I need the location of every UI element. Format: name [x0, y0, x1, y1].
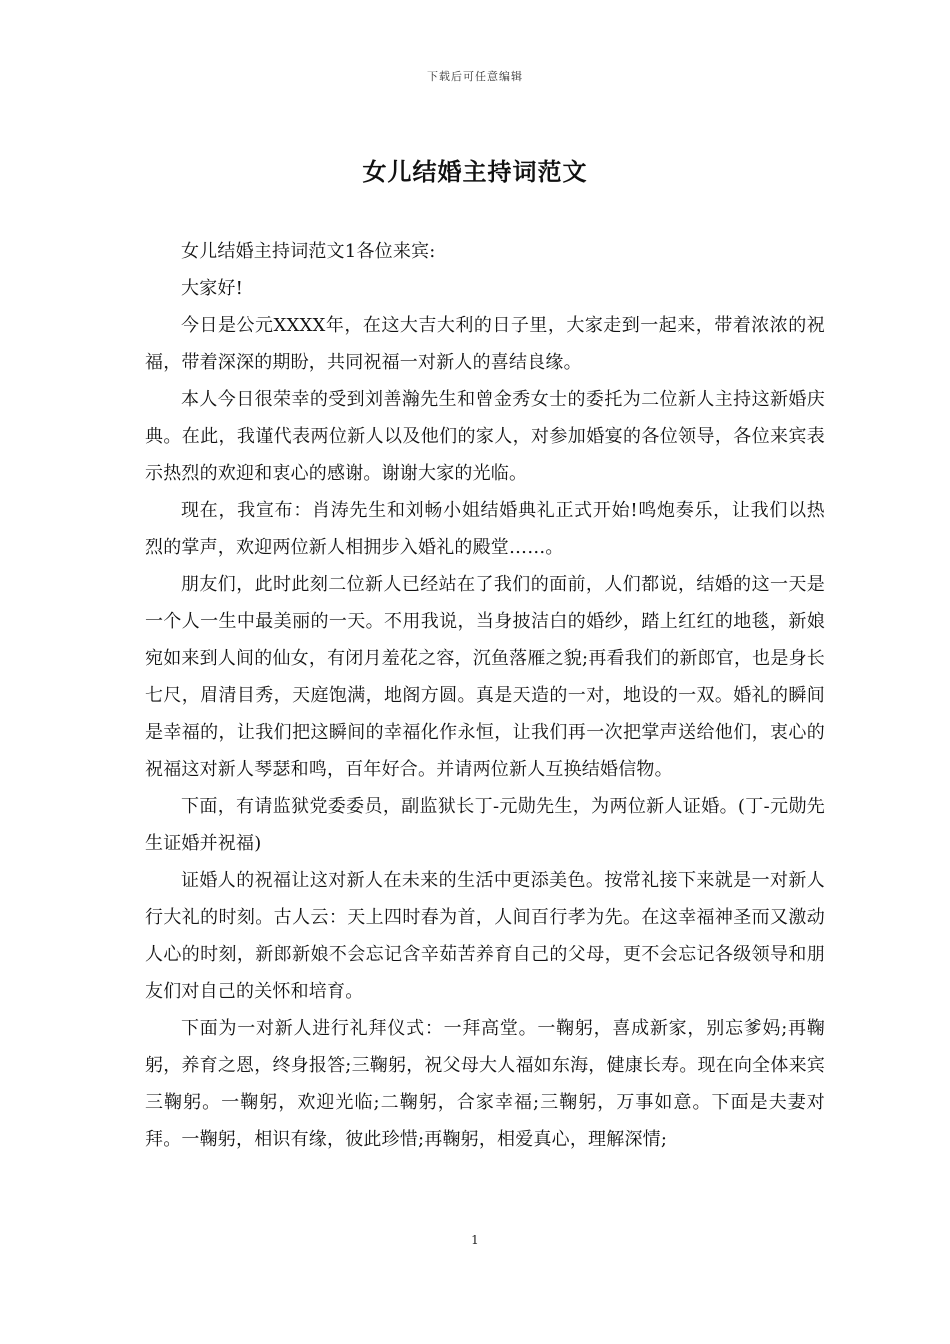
paragraph: 今日是公元XXXX年，在这大吉大利的日子里，大家走到一起来，带着浓浓的祝福，带着深深的期盼，共同祝福一对新人的喜结良缘。	[145, 315, 825, 373]
paragraph: 大家好!	[181, 278, 244, 299]
document-body	[145, 233, 825, 1158]
paragraph: 现在，我宣布：肖涛先生和刘畅小姐结婚典礼正式开始!鸣炮奏乐，让我们以热烈的掌声，欢迎两位新人相拥步入婚礼的殿堂……。	[145, 500, 825, 558]
header-note: 下载后可任意编辑	[427, 70, 523, 83]
paragraph: 证婚人的祝福让这对新人在未来的生活中更添美色。按常礼接下来就是一对新人行大礼的时刻。古人云：天上四时春为首，人间百行孝为先。在这幸福神圣而又激动人心的时刻，新郎新娘不会忘记含辛茹苦养育自己的父母，更不会忘记各级领导和朋友们对自己的关怀和培育。	[145, 870, 825, 1002]
document-title: 女儿结婚主持词范文	[362, 157, 588, 186]
paragraph: 下面为一对新人进行礼拜仪式：一拜高堂。一鞠躬，喜成新家，别忘爹妈;再鞠躬，养育之恩，终身报答;三鞠躬，祝父母大人福如东海，健康长寿。现在向全体来宾三鞠躬。一鞠躬，欢迎光临;二鞠躬，合家幸福;三鞠躬，万事如意。下面是夫妻对拜。一鞠躬，相识有缘，彼此珍惜;再鞠躬，相爱真心，理解深情;	[145, 1018, 825, 1150]
paragraph: 女儿结婚主持词范文1各位来宾:	[181, 241, 436, 262]
page-number: 1	[471, 1233, 479, 1247]
paragraph: 朋友们，此时此刻二位新人已经站在了我们的面前，人们都说，结婚的这一天是一个人一生中最美丽的一天。不用我说，当身披洁白的婚纱，踏上红红的地毯，新娘宛如来到人间的仙女，有闭月羞花之容，沉鱼落雁之貌;再看我们的新郎官，也是身长七尺，眉清目秀，天庭饱满，地阁方圆。真是天造的一对，地设的一双。婚礼的瞬间是幸福的，让我们把这瞬间的幸福化作永恒，让我们再一次把掌声送给他们，衷心的祝福这对新人琴瑟和鸣，百年好合。并请两位新人互换结婚信物。	[145, 574, 825, 780]
paragraph: 本人今日很荣幸的受到刘善瀚先生和曾金秀女士的委托为二位新人主持这新婚庆典。在此，我谨代表两位新人以及他们的家人，对参加婚宴的各位领导，各位来宾表示热烈的欢迎和衷心的感谢。谢谢大家的光临。	[145, 389, 825, 484]
paragraph: 下面，有请监狱党委委员，副监狱长丁-元勋先生，为两位新人证婚。(丁-元勋先生证婚并祝福)	[145, 796, 825, 854]
